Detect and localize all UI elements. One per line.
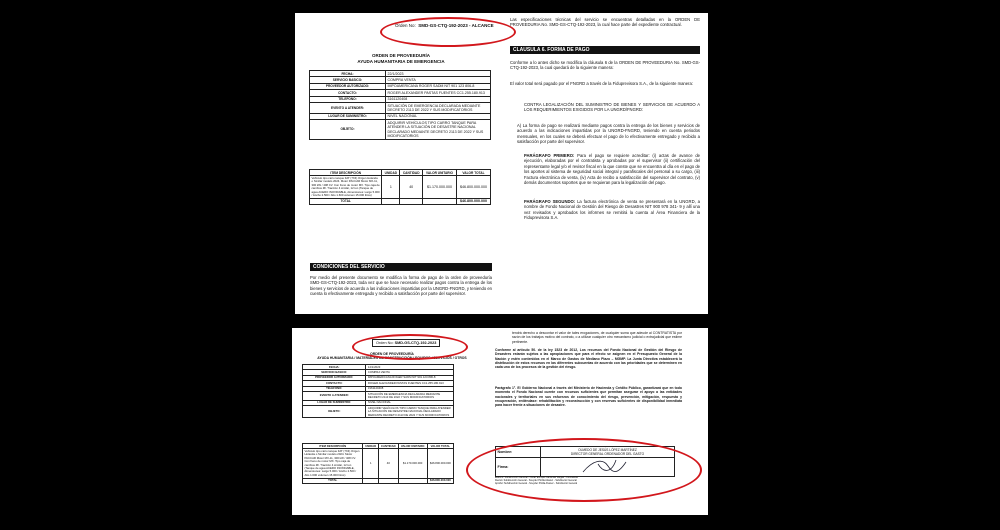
row-label: SERVICIO BASICO: [310, 77, 386, 83]
total-row [310, 198, 491, 204]
row-value: ADQUIRIR VEHÍCULOS TIPO CARRO TANQUE PARA ATENDER LA SITUACIÓN DE DESASTRE NACIONAL DECLARADO MEDIANTE DECRETO 2113 DE 2022 Y SUS MODIFICATORIOS [386, 120, 491, 140]
column-header: VALOR TOTAL [427, 444, 453, 449]
row-label: LUGAR DE SUMINISTRO: [310, 113, 386, 119]
intro: Las especificaciones técnicas del servicio se encuentras detalladas en la ORDEN DE PROVEEDURIA No. SMD-GS-CTQ-192-2023, la cual hace parte del expediente contractual. [510, 17, 700, 28]
item-cell: 40 [400, 176, 423, 198]
row-value: SITUACIÓN DE EMERGENCIA DECLARADA MEDIANTE DECRETO 2113 DE 2022 Y SUS MODIFICATORIOS [386, 103, 491, 114]
highlight-ellipse [352, 334, 468, 360]
page-top-right [507, 13, 708, 314]
doc-title: ORDEN DE PROVEEDURÍA AYUDA HUMANITARIA / MATERIALES DE CONSTRUCCIÓN / EQUIPOS / SERVICIOS / OTROS [317, 352, 467, 360]
row-value: COMPRA VENTA [366, 370, 454, 375]
item-cell: $46.800.000.000 [427, 449, 453, 478]
paragraph: PARÁGRAFO SEGUNDO: La factura electrónica de venta se presentará en la UNGRD, a nombre de Fondo Nacional de Gestión del Riesgo de Desastres NIT 900 978 341- 9 y allí una vez revisados y aprobados los informes se remitirá la cuenta al Área Financiera de la Fiduprevisora S.A. [524, 199, 700, 221]
paragraph: tendrá derecho a descontar el valor de tales erogaciones, de cualquier suma que adeude al CONTRATISTA por razón de los trabajos motivo del contrato, o a utilizar cualquier otro mecanismo judicial o extrajudicial que estime pertinente. [512, 331, 682, 344]
row-label: TELEFONO: [303, 386, 366, 391]
row-label: EVENTO A ATENDER: [303, 392, 366, 401]
section-header: CLAUSULA 6. FORMA DE PAGO [510, 46, 700, 54]
column-header: VALOR UNITARIO [398, 444, 427, 449]
row-value: 22/1/2023 [386, 71, 491, 77]
column-header: UNIDAD [363, 444, 379, 449]
item-cell: $1.170.000.000 [398, 449, 427, 478]
item-cell: 1 [382, 176, 400, 198]
row-label: EVENTO A ATENDER: [310, 103, 386, 114]
row-value: NIVEL NACIONAL [366, 400, 454, 405]
row-value: NIVEL NACIONAL [386, 113, 491, 119]
table-row [310, 103, 491, 114]
row-value: 3161120408 [386, 96, 491, 102]
item-cell: $1.170.000.000 [423, 176, 457, 198]
table-row [310, 176, 491, 198]
paragraph: Parágrafo 1°. El Gobierno Nacional a través del Ministerio de Hacienda y Crédito Público, garantizará que en todo momento el Fondo Nacional cuente con recursos suficientes que permitan asegurar el apoyo a las entidades nacionales y territoriales en sus esfuerzos de conocimiento del riesgo, prevención, mitigación, respuesta y recuperación, entiéndase: rehabilitación y reconstrucción y con reservas suficientes de disponibilidad inmediata para hacer frente a situaciones de desastre. [495, 386, 682, 408]
column-header: ITEM DESCRIPCIÓN [303, 444, 363, 449]
row-label: OBJETO: [310, 120, 386, 140]
row-label: FECHA: [310, 71, 386, 77]
order-number: Orden No: SMD-GS-CTQ-192-2023 - ALCANCE [395, 23, 494, 28]
row-label: PROVEEDOR AUTORIZADO: [303, 375, 366, 380]
row-label: TELEFONO: [310, 96, 386, 102]
highlight-ellipse [466, 438, 702, 502]
order-number: Orden No: SMD-GS-CTQ-192-2023 [372, 339, 440, 347]
row-value: ROGER ALEXANDER PASTAS FUENTES CC1.255.180.913 [386, 90, 491, 96]
row-value: IMPOAMERICANA ROGER SADM NIT 901.123.806-8 [366, 375, 454, 380]
paragraph: El valor total será pagado por el FNGRD a través de la Fiduprevisora S.A., de la siguiente manera: [510, 81, 693, 86]
column-header: VALOR TOTAL [456, 170, 490, 176]
signature-table: Nombre: OLMEDO DE JESÚS LÓPEZ MARTÍNEZ DIRECTOR GENERAL ORDENADOR DEL GASTO Firma: [495, 446, 675, 477]
total-label: TOTAL [310, 198, 382, 204]
paragraph: Conforme a lo antes dicho se modifica la cláusula 6 de la ORDEN DE PROVEEDURIA No. SMD-GS-CTQ-192-2023, la cual quedará de la siguiente manera: [510, 60, 700, 71]
paragraph: Por medio del presente documento se modifica la forma de pago de la orden de proveeduría SMD-GS-CTQ-192-2023, toda vez que se hace necesario realizar pagos contra la entrega de los bienes y servicios de acuerdo a las indicaciones impartidas por la UNGRD-FNGRD, y teniendo en cuenta lo efectivamente entregado y recibido a satisfacción por parte del supervisor. [310, 275, 492, 297]
item-cell: 1 [363, 449, 379, 478]
row-label: FECHA: [303, 365, 366, 370]
paragraph: PARÁGRAFO PRIMERO: Para el pago se requiere acreditar: (i) actas de avance de ejecución, elaboradas por el contratista y aprobadas por el supervisor (ii) certificación del representante legal y/o el revisor fiscal en la que conste que se encuentra al día en el pago de los aportes al sistema de seguridad social integral y parafiscales del personal a su cargo, (iii) Factura electrónica de venta, (iv) Acta de recibo a satisfacción del supervisor del contrato, (v) demás documentos soportes que se requieran para la legalización del pago. [524, 153, 700, 186]
row-value: 12/1/2023 [366, 365, 454, 370]
paragraph: A) La forma de pago se realizará mediante pagos contra la entrega de los bienes y servicios de acuerdo a las indicaciones impartidas por la UNGRD-FNGRD, teniendo en cuenta periodos mensuales, en los cuales se deberá efectuar el pago de lo efectivamente entregado y recibido a satisfacción por parte del supervisor. [517, 123, 700, 145]
table-row [303, 406, 454, 418]
column-header: VALOR UNITARIO [423, 170, 457, 176]
page-top-left [295, 13, 507, 314]
row-value: ADQUIRIR VEHÍCULOS TIPO CARRO TANQUE PARA ATENDER LA SITUACIÓN DE DESASTRE NACIONAL DECLARADO MEDIANTE DECRETO 2113 DE 2022 Y SUS MODIFICATORIOS [366, 406, 454, 418]
total-row [303, 478, 454, 483]
table-row [310, 120, 491, 140]
item-cell: $46.800.000.000 [456, 176, 490, 198]
column-header: UNIDAD [382, 170, 400, 176]
paragraph: Conforme al artículo 50. de la ley 1523 de 2012, Los recursos del Fondo Nacional de Gestión del Riesgo de Desastres estarán sujetos a las apropiaciones que para el efecto se asignen en el Presupuesto General de la Nación y estén contenidos en el Marco de Gastos de Mediano Plazo – MGMP. La Junta Directiva establecerá la distribución de estos recursos en las diferentes subcuentas de acuerdo con las prioridades que se determinen en cada uno de los procesos de la gestión del riesgo. [495, 348, 682, 370]
row-label: OBJETO: [303, 406, 366, 418]
row-label: CONTACTO: [303, 381, 366, 386]
items-table [302, 443, 454, 484]
paragraph: CONTRA LEGALIZACIÓN DEL SUMINISTRO DE BIENES Y SERVICIOS DE ACUERDO A LOS REQUERIMIENTOS EXIGIDOS POR LA UNGRD/FNGRD: [524, 102, 700, 113]
column-header: CANTIDAD [379, 444, 399, 449]
items-table [309, 169, 491, 205]
row-label: PROVEEDOR AUTORIZADO: [310, 83, 386, 89]
column-header: ITEM DESCRIPCIÓN [310, 170, 382, 176]
approval-footer: Elaboró: Subdirección General - Oscar Enrique Cardenas Vargas - Contratista Revisó: Subdirección General - Sneyder Pinilla Alvarez - Subdirector General Aprobó: Subdirección General - Sneyder Pinilla Alvarez - Subdirector General [495, 476, 578, 485]
table-row [303, 392, 454, 401]
highlight-ellipse [380, 17, 516, 47]
order-table [302, 364, 454, 418]
row-label: SERVICIO BASICO: [303, 370, 366, 375]
column-header: CANTIDAD [400, 170, 423, 176]
row-value: 3161120408 [366, 386, 454, 391]
doc-title: ORDEN DE PROVEEDURÍA AYUDA HUMANITARIA DE EMERGENCIA [357, 53, 445, 64]
table-row [303, 449, 454, 478]
item-cell: 40 [379, 449, 399, 478]
total-label: TOTAL [303, 478, 363, 483]
row-value: SITUACIÓN DE EMERGENCIA DECLARADA MEDIANTE DECRETO 2113 DE 2022 Y SUS MODIFICATORIOS [366, 392, 454, 401]
total-value: $46.800.000.000 [427, 478, 453, 483]
row-value: COMPRA VENTA [386, 77, 491, 83]
row-value: IMPOAMERICANA ROGER SADM NIT 901 123 806-8 [386, 83, 491, 89]
total-value: $46.800.000.000 [456, 198, 490, 204]
section-header: CONDICIONES DEL SERVICIO [310, 263, 492, 271]
row-value: ROGER ALEXANDER PASTAS FUENTES CC1.255.180.913 [366, 381, 454, 386]
row-label: LUGAR DE SUMINISTRO: [303, 400, 366, 405]
item-cell: Vehículo tipo carro tanque FAT (7X4) Origen Holanda o Similar modelo 2024. Motor PACCAR Motor MX-11, 300 kW / 408 CV. Con freno de motor MX. Tipo caja de cambios ZF. Tracción 4 similar, 12 ton (Tanque de agua ACERO INOXIDABLE, dimensiones: Largo 5.000 / Ancho 2.500 / Alto 1.600 volumen 15.000 litros) [310, 176, 382, 198]
row-label: CONTACTO: [310, 90, 386, 96]
order-table [309, 70, 491, 140]
item-cell: Vehículo tipo carro tanque FAT (7X4) Origen Holanda o Similar modelo 2024. Motor PACCAR Motor MX-11, 300 kW / 408 CV. Con freno de motor MX. Tipo caja de cambios ZF. Tracción 4 similar, 12 ton (Tanque de agua ACERO INOXIDABLE, dimensiones: Largo 5.000 / Ancho 2.500 / Alto 1.600 volumen 15.000 litros) [303, 449, 363, 478]
